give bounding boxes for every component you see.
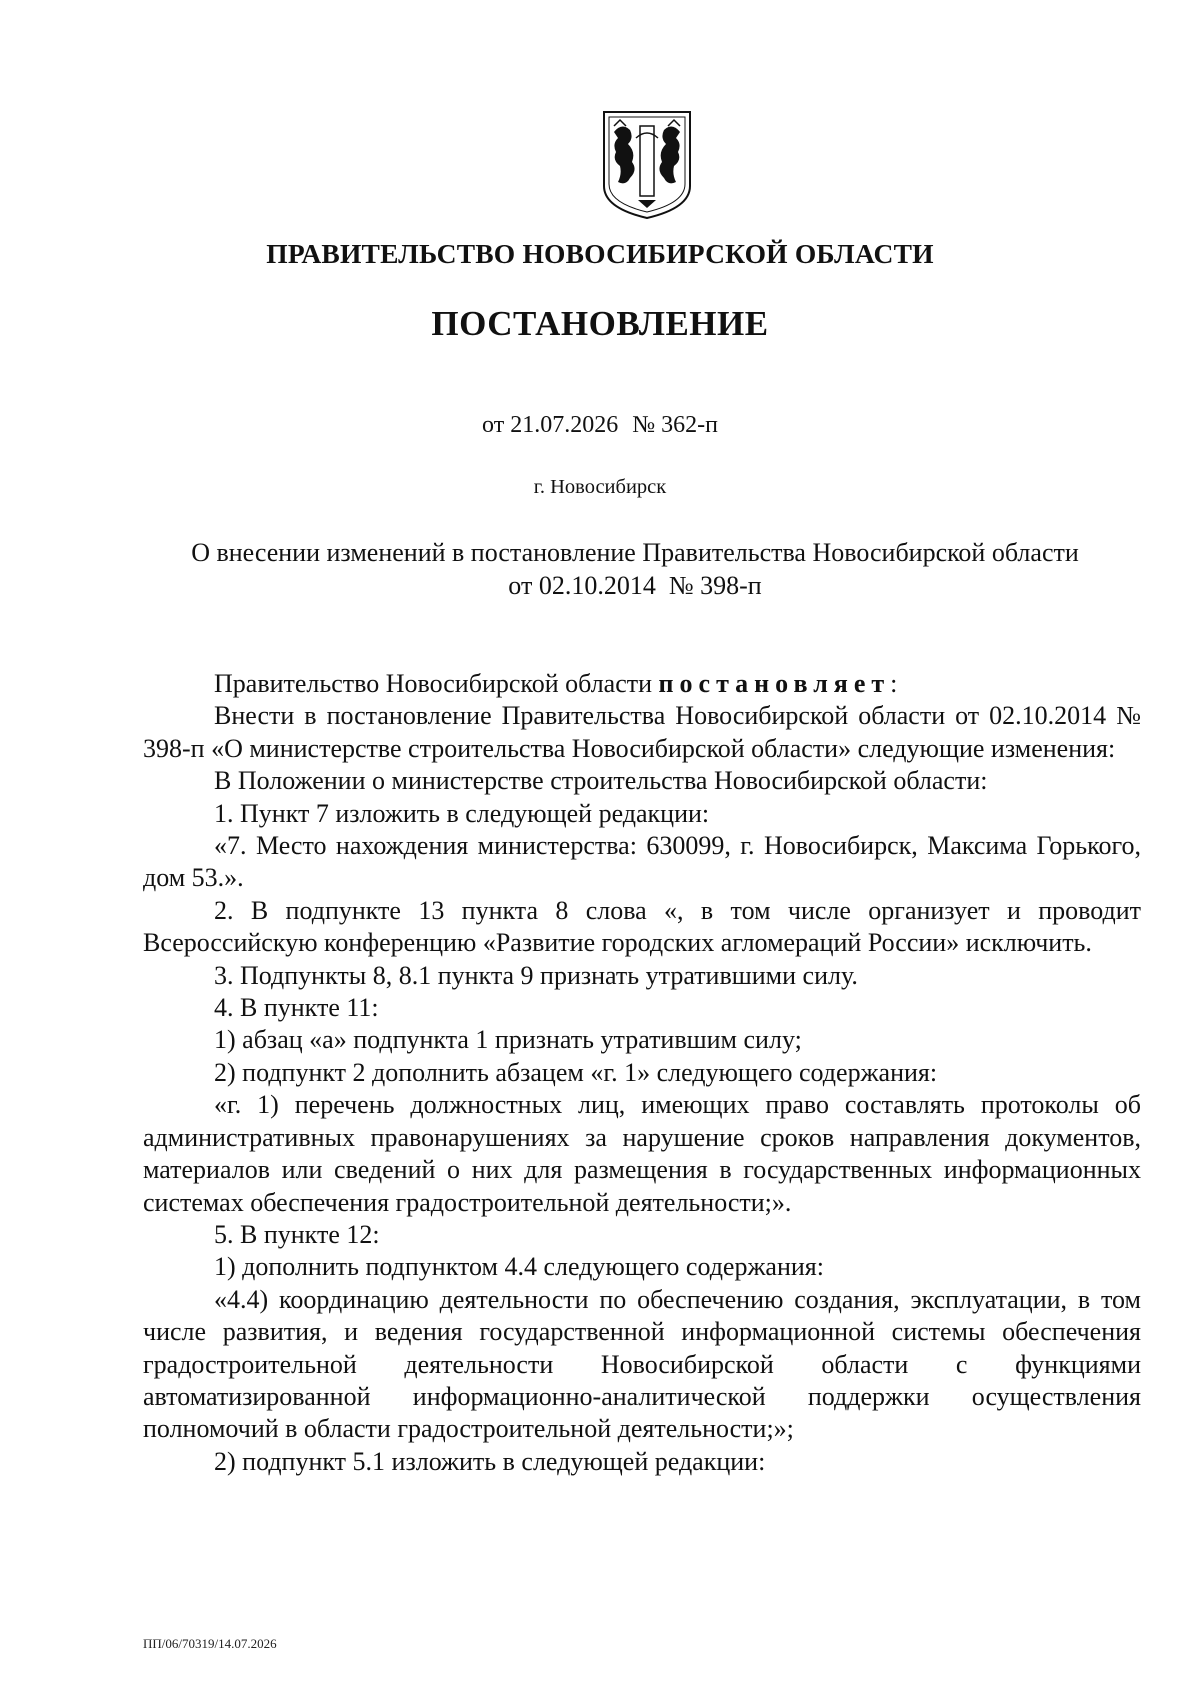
paragraph: 2) подпункт 2 дополнить абзацем «г. 1» следующего содержания: — [214, 1057, 938, 1087]
document-date: от 21.07.2026 — [482, 412, 619, 438]
paragraph: 4. В пункте 11: — [214, 993, 379, 1023]
paragraph: 2) подпункт 5.1 изложить в следующей редакции: — [214, 1446, 766, 1476]
paragraph: 1. Пункт 7 изложить в следующей редакции: — [214, 798, 710, 828]
paragraph: 3. Подпункты 8, 8.1 пункта 9 признать утратившими силу. — [214, 960, 858, 990]
intro-suffix: : — [890, 669, 898, 698]
paragraph: В Положении о министерстве строительства Новосибирской области: — [214, 766, 988, 796]
city: г. Новосибирск — [533, 476, 667, 498]
intro-prefix: Правительство Новосибирской области — [214, 669, 659, 698]
coat-of-arms-icon — [600, 108, 694, 220]
paragraph: «7. Место нахождения министерства: 630099, г. Новосибирск, Максима Горького, дом 53.». — [143, 831, 1141, 893]
document-number: № 362-п — [632, 412, 718, 438]
document-title — [130, 536, 1140, 602]
date-number-line — [0, 412, 1200, 439]
organization-name: ПРАВИТЕЛЬСТВО НОВОСИБИРСКОЙ ОБЛАСТИ — [266, 238, 934, 269]
footer-code: ПП/06/70319/14.07.2026 — [143, 1636, 277, 1651]
paragraph: 2. В подпункте 13 пункта 8 слова «, в том числе организует и проводит Всероссийскую конференцию «Развитие городских агломераций России» исключить. — [143, 895, 1141, 958]
title-line-2: от 02.10.2014 № 398-п — [508, 571, 762, 600]
paragraph: «4.4) координацию деятельности по обеспечению создания, эксплуатации, в том числе развития, и ведения государственной информационной системы обеспечения градостроительной деятельности Новосибирской области с функциями автоматизированной информационно-аналитической поддержки осуществления полномочий в области градостроительной деятельности;»; — [143, 1284, 1141, 1444]
title-line-1: О внесении изменений в постановление Правительства Новосибирской области — [191, 538, 1079, 567]
intro-decree-word: постановляет — [658, 669, 891, 698]
intro-paragraph — [143, 668, 1141, 700]
paragraph: Внести в постановление Правительства Новосибирской области от 02.10.2014 № 398-п «О министерстве строительства Новосибирской области» следующие изменения: — [143, 701, 1141, 763]
document-type: ПОСТАНОВЛЕНИЕ — [431, 304, 769, 343]
paragraph: «г. 1) перечень должностных лиц, имеющих право составлять протоколы об административных правонарушениях за нарушение сроков направления документов, материалов или сведений о них для размещения в государственных информационных системах обеспечения градостроительной деятельности;». — [143, 1090, 1141, 1217]
paragraph: 1) дополнить подпунктом 4.4 следующего содержания: — [214, 1252, 824, 1282]
paragraph: 5. В пункте 12: — [214, 1219, 380, 1249]
document-body — [143, 668, 1141, 1478]
paragraph: 1) абзац «а» подпункта 1 признать утратившим силу; — [214, 1025, 802, 1055]
